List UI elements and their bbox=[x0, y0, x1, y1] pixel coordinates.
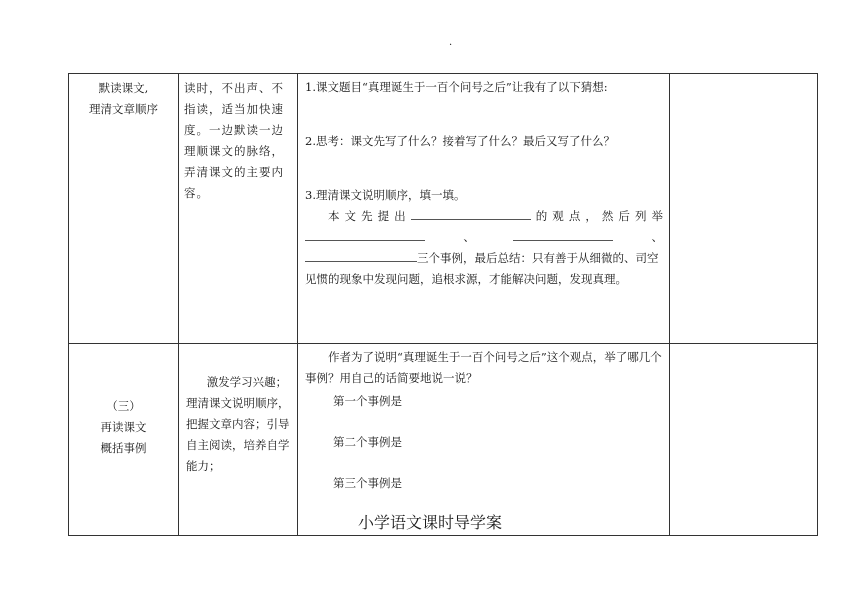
purpose-cell bbox=[179, 344, 298, 536]
stage-label-line: 再读课文 bbox=[100, 420, 147, 434]
purpose-cell bbox=[179, 74, 298, 344]
stage-label-line: 默读课文, bbox=[98, 81, 149, 95]
lesson-table bbox=[68, 73, 818, 536]
blank-line[interactable] bbox=[305, 249, 417, 262]
stage-label-line: （三） bbox=[106, 399, 141, 413]
blank-line[interactable] bbox=[305, 228, 425, 241]
table-row bbox=[69, 344, 818, 536]
purpose-first: 激发学习兴趣； bbox=[206, 375, 288, 389]
page-title: 小学语文课时导学案 bbox=[357, 513, 502, 532]
question-3: 3.理清课文说明顺序，填一填。 bbox=[305, 188, 466, 202]
stage-cell bbox=[69, 74, 179, 344]
question-1: 1.课文题目“真理诞生于一百个问号之后”让我有了以下猜想: bbox=[305, 80, 608, 94]
purpose-rest: 理清课文说明顺序，把握文章内容；引导自主阅读，培养自学能力； bbox=[186, 396, 290, 473]
fill-line-1: 本文先提出 的观点，然后列举 bbox=[328, 209, 664, 223]
purpose-text: 读时，不出声、不指读，适当加快速度。一边默读一边理顺课文的脉络，弄清课文的主要内容。 bbox=[184, 81, 284, 200]
fill-line-3: 三个事例，最后总结：只有善于从细微的、司空见惯的现象中发现问题，追根求源，才能解决问题，发现真理。 bbox=[305, 251, 659, 286]
blank-line[interactable] bbox=[513, 228, 613, 241]
header-dot: . bbox=[449, 37, 453, 48]
example-3: 第三个事例是 bbox=[333, 476, 402, 490]
prompt-text: 作者为了说明“真理诞生于一百个问号之后”这个观点，举了哪几个事例？用自己的话简要地说一说？ bbox=[305, 350, 662, 385]
example-1: 第一个事例是 bbox=[333, 394, 402, 408]
question-2: 2.思考：课文先写了什么？接着写了什么？最后又写了什么？ bbox=[305, 134, 615, 148]
activity-cell bbox=[298, 344, 670, 536]
stage-label-line: 理清文章顺序 bbox=[89, 102, 158, 116]
example-2: 第二个事例是 bbox=[333, 435, 402, 449]
fill-line-2: 、 、 bbox=[305, 227, 663, 248]
stage-cell bbox=[69, 344, 179, 536]
table-row bbox=[69, 74, 818, 344]
stage-label-line: 概括事例 bbox=[100, 441, 147, 455]
notes-cell bbox=[670, 74, 818, 344]
notes-cell bbox=[670, 344, 818, 536]
activity-cell bbox=[298, 74, 670, 344]
blank-line[interactable] bbox=[411, 207, 531, 220]
